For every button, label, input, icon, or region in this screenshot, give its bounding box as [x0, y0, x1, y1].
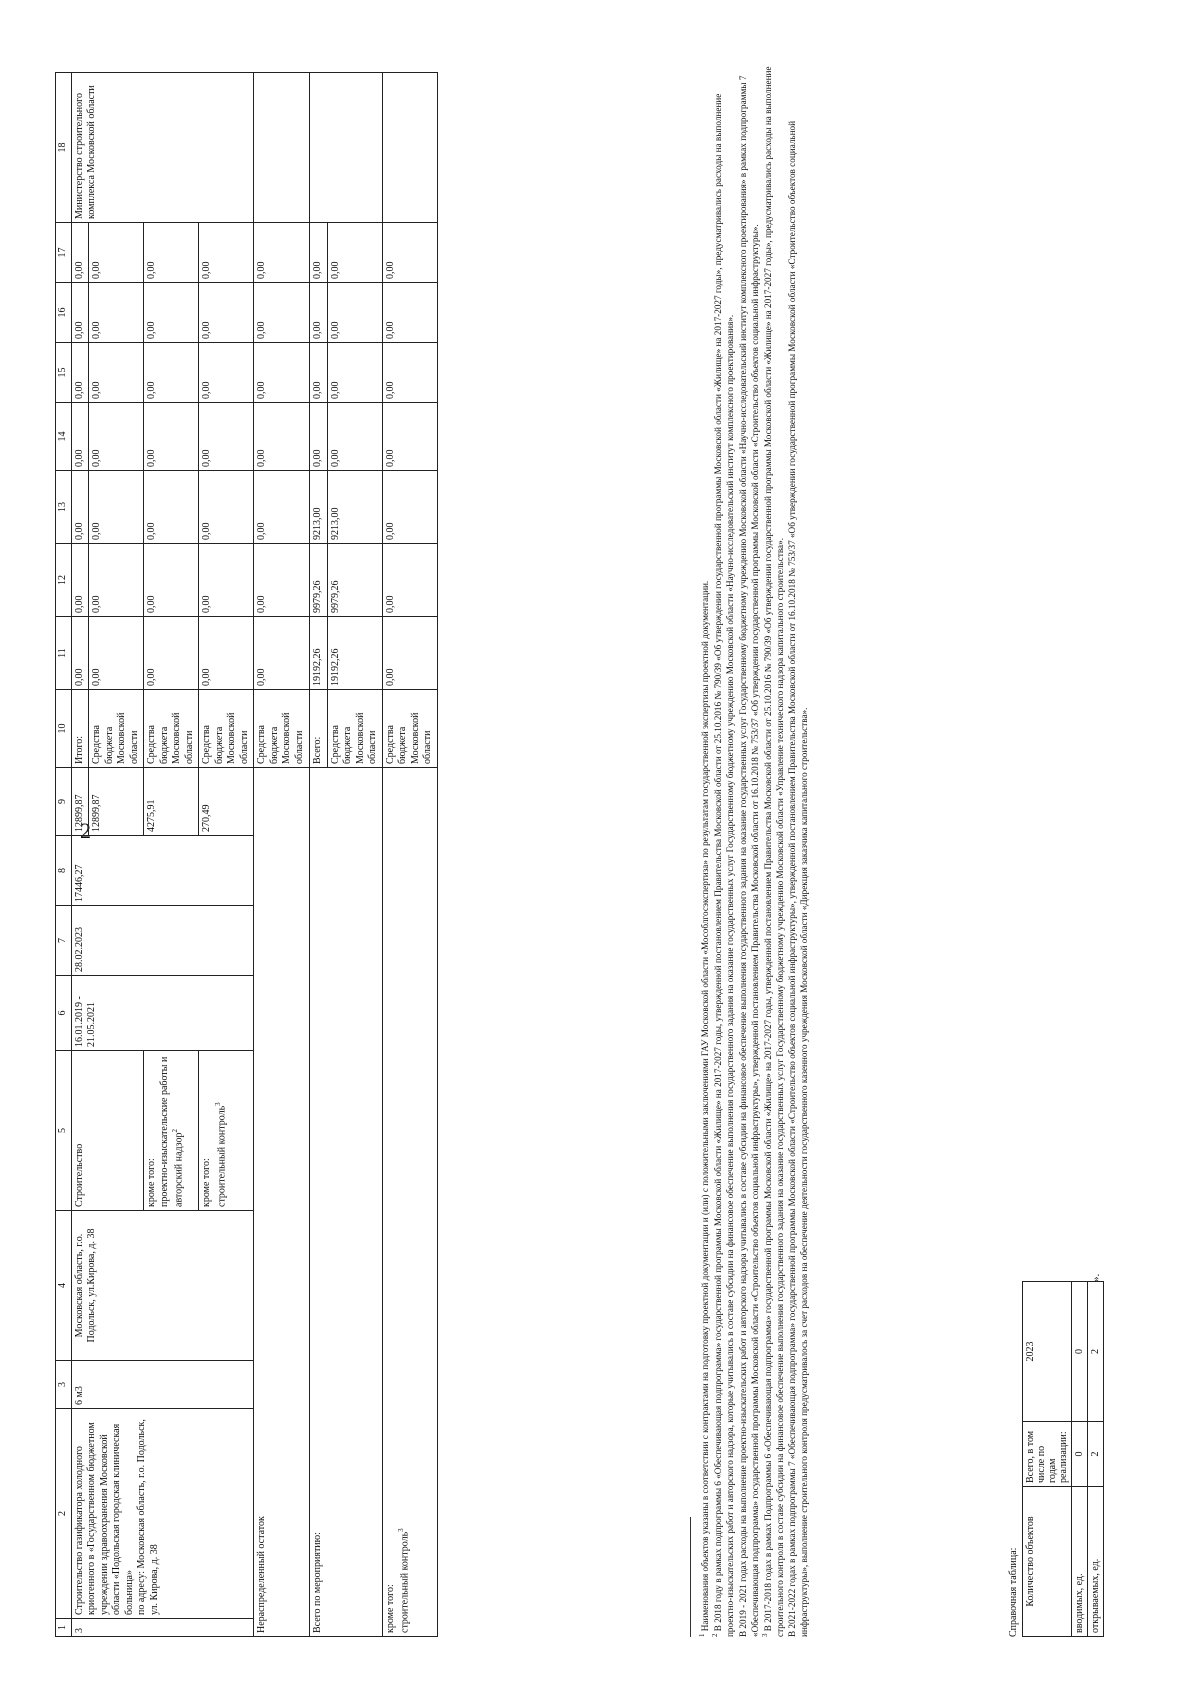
control-label-cell	[382, 768, 437, 1637]
source-cell: Итого:	[71, 690, 89, 768]
besides-label: кроме того:	[201, 1158, 212, 1207]
value-cell: 0,00	[144, 617, 199, 690]
col-number: 2	[56, 1409, 72, 1619]
col-number: 11	[56, 617, 72, 690]
financed-cell: 12899,87	[89, 768, 144, 836]
value-cell: 0,00	[89, 283, 144, 343]
col-number: 14	[56, 403, 72, 471]
footnote-divider	[690, 1517, 691, 1637]
value-cell: 0,00	[382, 617, 437, 690]
value-cell: 0,00	[89, 471, 144, 544]
object-name: Строительство газификатора холодного криогенного в «Государственном бюджетном учреждении здравоохранения Московской области «Подольская городская клиническая больница»	[73, 1422, 135, 1615]
empty-cell	[382, 73, 437, 223]
col-number: 16	[56, 283, 72, 343]
row-label: открываемых, ед.	[1088, 1487, 1104, 1637]
footnote-number: 1	[698, 1633, 706, 1637]
besides-label: кроме того:	[146, 1158, 157, 1207]
value-cell: 0,00	[199, 283, 254, 343]
work-type-cell	[144, 1051, 199, 1211]
value-cell: 0	[1072, 1282, 1088, 1422]
period-cell: 16.01.2019 - 21.05.2021	[71, 976, 254, 1051]
value-cell: 0,00	[71, 617, 89, 690]
footnote	[737, 57, 761, 1637]
value-cell: 0,00	[144, 471, 199, 544]
cost-cell: 17446,27	[71, 836, 254, 906]
footnote-number: 3	[760, 1633, 769, 1637]
footnote-number: 2	[711, 1633, 720, 1637]
footnote	[711, 57, 736, 1637]
table-row	[71, 73, 89, 1637]
value-cell: 0,00	[199, 223, 254, 283]
footnote-text: В 2017-2018 годах в рамках Подпрограммы 6 «Обеспечивающая подпрограмма» государственной программы Московской области «Жилище» на 2017-2027 годы, утвержденной постановлением Правительства Московской области от 25.10.2016 № 790/39 «Об утверждении государственной программы Московской области «Жилище» на 2017-2027 годы», предусматривались расходы на выполнение строительного контроля в составе субсидии на финансовое обеспечение выполнения государственного задания на оказание государственных услуг Государственному бюджетному учреждению Московской области «Управление технического надзора капитального строительства».	[762, 66, 786, 1637]
value-cell: 19192,26	[327, 617, 382, 690]
value-cell: 0,00	[71, 343, 89, 403]
value-cell: 19192,26	[310, 617, 328, 690]
header-cell: 2023	[1023, 1282, 1072, 1422]
value-cell: 0,00	[199, 403, 254, 471]
value-cell: 0,00	[89, 403, 144, 471]
value-cell: 0,00	[89, 223, 144, 283]
total-label: Всего по мероприятию:	[310, 768, 383, 1637]
footnotes	[690, 57, 810, 1637]
value-cell: 0,00	[327, 223, 382, 283]
value-cell: 0,00	[89, 343, 144, 403]
value-cell: 0,00	[199, 471, 254, 544]
value-cell: 0,00	[71, 283, 89, 343]
responsible-cell: Министерство строительного комплекса Московской области	[71, 73, 254, 223]
value-cell: 0,00	[382, 223, 437, 283]
col-number: 15	[56, 343, 72, 403]
col-number: 9	[56, 768, 72, 836]
footnote	[698, 57, 711, 1637]
col-number: 12	[56, 544, 72, 617]
col-number: 17	[56, 223, 72, 283]
empty-cell	[254, 73, 310, 223]
value-cell: 0,00	[327, 283, 382, 343]
value-cell: 0,00	[144, 343, 199, 403]
value-cell: 0,00	[254, 617, 310, 690]
page-number: 2	[80, 818, 91, 843]
footnote-text: Наименования объектов указаны в соответствии с контрактами на подготовку проектной документации и (или) с положительными заключениями ГАУ Московской области «Мособлгосэкспертиза» по результатам государственной экспертизы проектной документации.	[700, 580, 711, 1632]
value-cell: 0,00	[71, 544, 89, 617]
table-row	[254, 73, 310, 1637]
location-cell: Московская область, г.о. Подольск, ул.Кирова, д. 38	[71, 1211, 254, 1361]
value-cell: 0,00	[310, 343, 328, 403]
source-cell: Средства бюджета Московской области	[327, 690, 382, 768]
value-cell: 0,00	[382, 471, 437, 544]
header-cell: Количество объектов	[1023, 1487, 1072, 1637]
header-row	[56, 73, 72, 1637]
work-type-cell: Строительство	[71, 1051, 144, 1211]
col-number: 7	[56, 906, 72, 976]
value-cell: 0,00	[382, 283, 437, 343]
completion-date-cell: 28.02.2023	[71, 906, 254, 976]
reference-table-caption: Справочная таблица:	[1008, 1547, 1019, 1637]
value-cell: 0,00	[310, 283, 328, 343]
col-number: 13	[56, 471, 72, 544]
source-cell: Средства бюджета Московской области	[254, 690, 310, 768]
footnote	[761, 57, 786, 1637]
value-cell: 0,00	[254, 544, 310, 617]
col-number: 18	[56, 73, 72, 223]
table-row	[382, 73, 437, 1637]
col-number: 4	[56, 1211, 72, 1361]
col-number: 8	[56, 836, 72, 906]
table-row	[310, 73, 328, 1637]
value-cell: 0,00	[327, 343, 382, 403]
value-cell: 0,00	[254, 403, 310, 471]
besides-label: кроме того:	[384, 1584, 396, 1633]
value-cell: 0,00	[71, 403, 89, 471]
value-cell: 0,00	[71, 471, 89, 544]
footnote-ref: 3	[213, 1102, 222, 1106]
empty-cell	[310, 73, 383, 223]
value-cell: 0,00	[144, 544, 199, 617]
value-cell: 0,00	[199, 544, 254, 617]
value-cell: 2	[1088, 1422, 1104, 1487]
closing-quote: ».	[1090, 1273, 1102, 1282]
work-type-label: проектно-изыскательские работы и авторский надзор	[158, 1056, 185, 1207]
value-cell: 9213,00	[310, 471, 328, 544]
footnote-ref: 3	[397, 1528, 405, 1532]
value-cell: 0,00	[199, 617, 254, 690]
object-name-cell	[71, 1409, 254, 1619]
source-cell: Средства бюджета Московской области	[382, 690, 437, 768]
value-cell: 0,00	[254, 471, 310, 544]
value-cell: 0,00	[382, 544, 437, 617]
table-row	[1023, 1282, 1072, 1637]
table-row	[1072, 1282, 1088, 1637]
financed-cell: 12899,87	[71, 768, 89, 836]
value-cell: 0,00	[144, 283, 199, 343]
value-cell: 0,00	[382, 343, 437, 403]
value-cell: 0,00	[327, 403, 382, 471]
value-cell: 0,00	[310, 403, 328, 471]
work-type-cell	[199, 1051, 254, 1211]
capacity-cell: 6 м3	[71, 1361, 254, 1409]
financed-cell: 270,49	[199, 768, 254, 836]
program-table	[55, 72, 438, 1637]
table-row	[1088, 1282, 1104, 1637]
value-cell: 0,00	[254, 343, 310, 403]
value-cell: 0,00	[254, 283, 310, 343]
reference-table	[1022, 1281, 1104, 1637]
col-number: 6	[56, 976, 72, 1051]
financed-cell: 4275,91	[144, 768, 199, 836]
value-cell: 0,00	[310, 223, 328, 283]
value-cell: 0	[1072, 1422, 1088, 1487]
value-cell: 0,00	[144, 223, 199, 283]
value-cell: 0,00	[144, 403, 199, 471]
value-cell: 0,00	[71, 223, 89, 283]
source-cell: Средства бюджета Московской области	[199, 690, 254, 768]
row-index: 3	[71, 1619, 254, 1637]
footnote-text: В 2018 году в рамках подпрограммы 6 «Обеспечивающая подпрограмма» государственной программы Московской области «Жилище» на 2017-2027 годы, утвержденной постановлением Правительства Московской области от 25.10.2016 № 790/39 «Об утверждении государственной программы Московской области «Жилище» на 2017-2027 годы», предусматривались расходы на выполнение проектно-изыскательских работ и авторского надзора, которые учитывались в составе субсидии на финансовое обеспечение выполнения государственного задания на оказание государственных услуг Государственному бюджетному учреждению Московской области «Научно-исследовательский институт комплексного проектирования».	[713, 93, 736, 1637]
header-cell: Всего, в том числе по годам реализации:	[1023, 1422, 1072, 1487]
value-cell: 0,00	[89, 617, 144, 690]
value-cell: 9979,26	[310, 544, 328, 617]
work-type-label: строительный контроль	[215, 1105, 227, 1207]
control-label: строительный контроль	[399, 1531, 411, 1633]
source-cell: Средства бюджета Московской области	[89, 690, 144, 768]
footnote-ref: 2	[171, 1128, 179, 1133]
value-cell: 0,00	[89, 544, 144, 617]
value-cell: 9979,26	[327, 544, 382, 617]
col-number: 1	[56, 1619, 72, 1637]
value-cell: 9213,00	[327, 471, 382, 544]
footnote	[786, 57, 810, 1637]
source-cell: Средства бюджета Московской области	[144, 690, 199, 768]
value-cell: 0,00	[254, 223, 310, 283]
object-address: по адресу: Московская область, г.о. Подольск, ул. Кирова, д. 38	[136, 1419, 160, 1615]
source-cell: Всего:	[310, 690, 328, 768]
value-cell: 2	[1088, 1282, 1104, 1422]
value-cell: 0,00	[199, 343, 254, 403]
unallocated-label: Нераспределенный остаток	[254, 768, 310, 1637]
col-number: 5	[56, 1051, 72, 1211]
footnote-text: В 2019 - 2021 годах расходы на выполнение проектно-изыскательских работ и авторского надзора учитывались в составе субсидии на финансовое обеспечение выполнения государственного задания на оказание государственных услуг Государственному бюджетному учреждению Московской области «Научно-исследовательский институт комплексного проектирования» в рамках подпрограммы 7 «Обеспечивающая подпрограмма» государственной программы Московской области «Строительство объектов социальной инфраструктуры», утвержденной постановлением Правительства Московской области от 16.10.2018 № 753/37 «Об утверждении государственной программы Московской области «Строительство объектов социальной инфраструктуры».	[737, 75, 760, 1637]
col-number: 3	[56, 1361, 72, 1409]
value-cell: 0,00	[382, 403, 437, 471]
row-label: вводимых, ед.	[1072, 1487, 1088, 1637]
col-number: 10	[56, 690, 72, 768]
footnote-text: В 2021-2022 годах в рамках подпрограммы 7 «Обеспечивающая подпрограмма» государственной программы Московской области «Строительство объектов социальной инфраструктуры», утвержденной постановлением Правительства Московской области от 16.10.2018 № 753/37 «Об утверждении государственной программы Московской области «Строительство объектов социальной инфраструктуры», выполнение строительного контроля предусматривалось за счет расходов на обеспечение деятельности государственного казенного учреждения Московской области «Дирекция заказчика капитального строительства».	[787, 120, 810, 1637]
